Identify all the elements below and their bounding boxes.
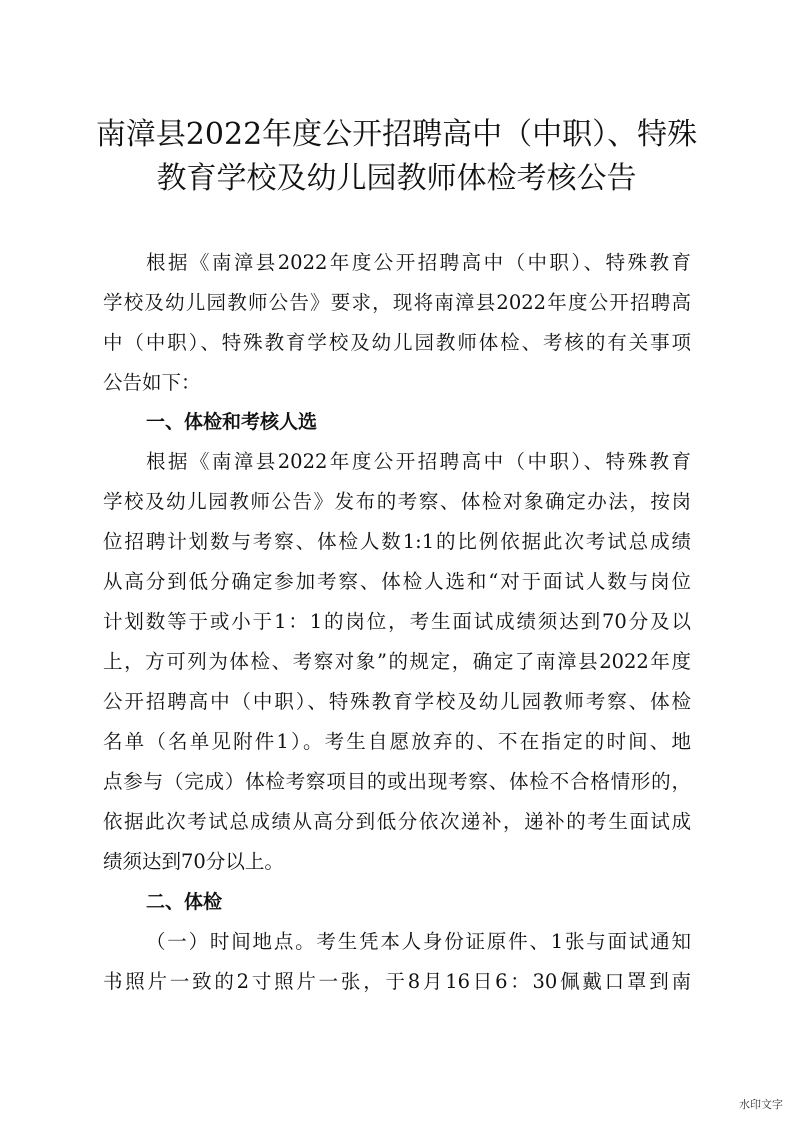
section-1-line-9: 点参与（完成）体检考察项目的或出现考察、体检不合格情形的， bbox=[103, 770, 691, 793]
section-1-line-2: 学校及幼儿园教师公告》发布的考察、体检对象确定办法，按岗 bbox=[103, 490, 691, 513]
intro-line-4: 公告如下： bbox=[103, 371, 201, 394]
intro-line-1: 根据《南漳县2022年度公开招聘高中（中职）、特殊教育 bbox=[146, 251, 691, 274]
section-2-heading: 二、体检 bbox=[146, 891, 223, 913]
section-1-line-7: 公开招聘高中（中职）、特殊教育学校及幼儿园教师考察、体检 bbox=[103, 690, 691, 713]
section-1-heading: 一、体检和考核人选 bbox=[146, 411, 318, 433]
section-1-line-8: 名单（名单见附件1）。考生自愿放弃的、不在指定的时间、地 bbox=[103, 730, 691, 753]
document-title-line-2: 教育学校及幼儿园教师体检考核公告 bbox=[156, 161, 637, 196]
section-1-line-1: 根据《南漳县2022年度公开招聘高中（中职）、特殊教育 bbox=[146, 450, 691, 473]
section-1-line-11: 绩须达到70分以上。 bbox=[103, 850, 284, 873]
section-1-line-4: 从高分到低分确定参加考察、体检人选和“对于面试人数与岗位 bbox=[103, 570, 691, 593]
section-1-line-10: 依据此次考试总成绩从高分到低分依次递补，递补的考生面试成 bbox=[103, 810, 691, 833]
document-title-line-1: 南漳县2022年度公开招聘高中（中职）、特殊 bbox=[95, 117, 698, 152]
intro-line-3: 中（中职）、特殊教育学校及幼儿园教师体检、考核的有关事项 bbox=[103, 331, 691, 354]
section-1-line-5: 计划数等于或小于1：1的岗位，考生面试成绩须达到70分及以 bbox=[103, 610, 691, 633]
watermark-text: 水印文字 bbox=[739, 1098, 783, 1111]
section-1-line-6: 上，方可列为体检、考察对象”的规定，确定了南漳县2022年度 bbox=[103, 650, 691, 673]
intro-line-2: 学校及幼儿园教师公告》要求，现将南漳县2022年度公开招聘高 bbox=[103, 291, 691, 314]
section-2-line-2: 书照片一致的2寸照片一张，于8月16日6：30佩戴口罩到南 bbox=[103, 970, 691, 993]
section-2-line-1: （一）时间地点。考生凭本人身份证原件、1张与面试通知 bbox=[146, 930, 691, 953]
section-1-line-3: 位招聘计划数与考察、体检人数1:1的比例依据此次考试总成绩 bbox=[103, 530, 691, 553]
